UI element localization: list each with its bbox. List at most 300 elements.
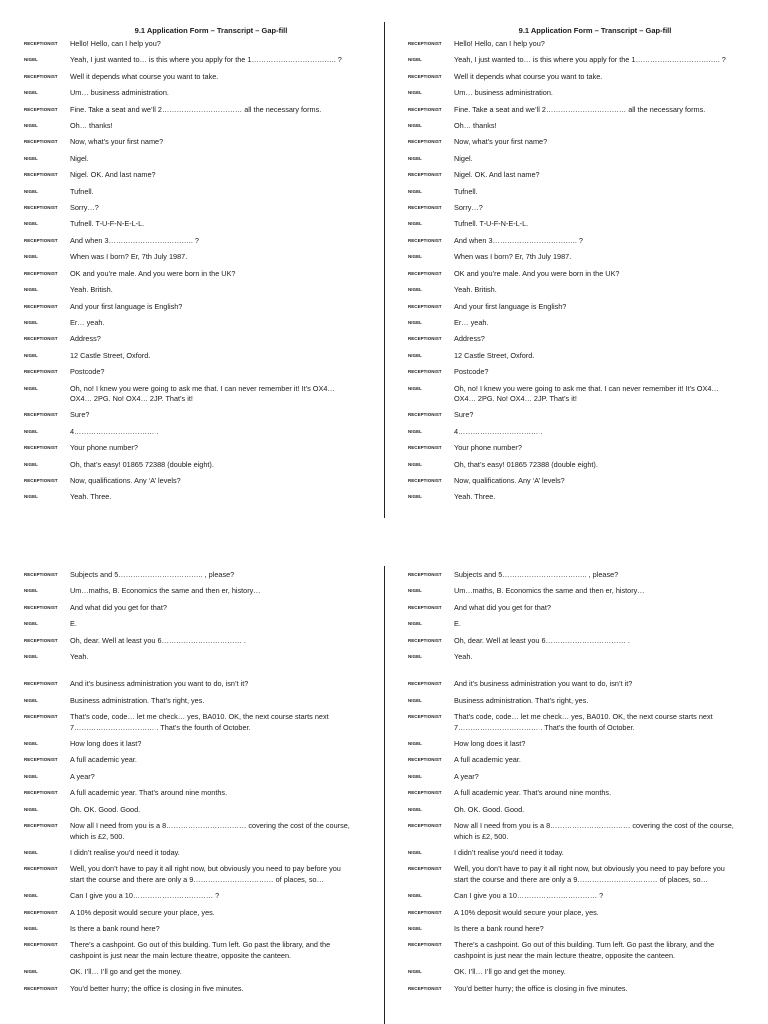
speaker-label: NIGEL [24,849,38,855]
transcript-line [408,334,768,344]
dialogue-text: Yeah. Three. [454,492,496,502]
dialogue-text: Fine. Take a seat and we’ll 2…………………………… all the necessary forms. [454,104,706,114]
speaker-label: NIGEL [24,773,38,779]
dialogue-text: I didn’t realise you’d need it today. [454,847,564,857]
transcript-line [408,967,768,977]
dialogue-text: A full academic year. [454,755,521,765]
transcript-line [408,285,768,295]
speaker-label: NIGEL [408,925,422,931]
transcript-line [408,72,768,82]
speaker-label: RECEPTIONIST [408,985,442,991]
transcript-line [408,137,768,147]
transcript-line [408,55,768,65]
dialogue-text: You’d better hurry; the office is closing in five minutes. [454,983,628,993]
transcript-line [24,154,384,164]
dialogue-text: There’s a cashpoint. Go out of this building. Turn left. Go past the library, and the cashpoint is just near the main lecture theatre, opposite the canteen. [454,940,715,960]
transcript-panel-bottom-right [408,570,768,1000]
dialogue-text: OK and you’re male. And you were born in the UK? [454,268,620,278]
dialogue-text: OK and you’re male. And you were born in the UK? [70,268,236,278]
speaker-label: NIGEL [408,697,422,703]
speaker-label: RECEPTIONIST [408,412,442,418]
dialogue-text: Tufnell. [454,186,478,196]
dialogue-text: Now, what’s your first name? [70,137,164,147]
dialogue-text: And your first language is English? [70,301,183,311]
dialogue-text: OK. I’ll… I’ll go and get the money. [70,967,182,977]
speaker-label: RECEPTIONIST [24,205,58,211]
speaker-label: NIGEL [408,969,422,975]
speaker-label: RECEPTIONIST [408,106,442,112]
speaker-label: RECEPTIONIST [24,681,58,687]
speaker-label: RECEPTIONIST [24,445,58,451]
transcript-line [408,891,768,901]
speaker-label: RECEPTIONIST [24,41,58,46]
transcript-line [408,236,768,246]
speaker-label: RECEPTIONIST [408,303,442,309]
speaker-label: RECEPTIONIST [24,477,58,483]
transcript-line [24,984,384,994]
transcript-line [408,848,768,858]
speaker-label: NIGEL [24,621,38,627]
transcript-line [24,39,384,49]
speaker-label: NIGEL [408,806,422,812]
transcript-line [24,410,384,420]
dialogue-text: Yeah, I just wanted to… is this where you apply for the 1…………………………….. ? [70,55,342,65]
transcript-line [408,39,768,49]
transcript-line [24,924,384,934]
transcript-line [24,586,384,596]
speaker-label: NIGEL [408,254,422,260]
dialogue-text: A full academic year. That’s around nine months. [70,788,228,798]
transcript-line [24,72,384,82]
page-title: 9.1 Application Form – Transcript – Gap-fill [518,26,672,35]
dialogue-text: When was I born? Er, 7th July 1987. [70,252,188,262]
speaker-label: NIGEL [24,969,38,975]
speaker-label: NIGEL [408,588,422,594]
dialogue-text: Address? [70,334,101,344]
speaker-label: RECEPTIONIST [24,336,58,342]
speaker-label: RECEPTIONIST [408,139,442,145]
dialogue-text: Well it depends what course you want to take. [454,71,603,81]
dialogue-text: Oh, dear. Well at least you 6…………………………… . [454,635,630,645]
dialogue-text: A year? [454,771,479,781]
dialogue-text: Now, what’s your first name? [454,137,548,147]
transcript-line [408,427,768,437]
speaker-label: NIGEL [408,621,422,627]
dialogue-text: Oh… thanks! [454,121,497,131]
dialogue-text: Now all I need from you is a 8…………………………… covering the cost of the course, which is £2, 500. [454,821,734,841]
transcript-line [24,137,384,147]
transcript-line [408,219,768,229]
speaker-label: RECEPTIONIST [408,270,442,276]
transcript-line [24,203,384,213]
speaker-label: RECEPTIONIST [408,477,442,483]
dialogue-text: Tufnell. T-U-F-N-E-L-L. [454,219,529,229]
speaker-label: NIGEL [24,123,38,129]
speaker-label: NIGEL [24,319,38,325]
speaker-label: RECEPTIONIST [24,106,58,112]
speaker-label: NIGEL [408,188,422,194]
transcript-line [24,492,384,502]
dialogue-text: Well it depends what course you want to take. [70,71,219,81]
speaker-label: RECEPTIONIST [24,909,58,915]
speaker-label: NIGEL [408,893,422,899]
dialogue-text: Um… business administration. [454,88,553,98]
transcript-line [408,805,768,815]
transcript-line [24,384,384,405]
transcript-panel-top-left [24,26,384,509]
dialogue-text: Address? [454,334,485,344]
speaker-label: NIGEL [408,461,422,467]
dialogue-text: Tufnell. T-U-F-N-E-L-L. [70,219,145,229]
transcript-line [408,410,768,420]
dialogue-text: Business administration. That’s right, yes. [454,695,589,705]
transcript-panel-bottom-left [24,570,384,1000]
transcript-line [408,603,768,613]
paragraph-gap [408,668,768,679]
dialogue-text: There’s a cashpoint. Go out of this building. Turn left. Go past the library, and the cashpoint is just near the main lecture theatre, opposite the canteen. [70,940,331,960]
dialogue-text: 12 Castle Street, Oxford. [70,350,151,360]
speaker-label: RECEPTIONIST [408,369,442,375]
dialogue-text: Sorry…? [70,203,99,213]
transcript-line [408,384,768,405]
speaker-label: RECEPTIONIST [24,237,58,243]
transcript-line [408,755,768,765]
transcript-line [408,908,768,918]
dialogue-text: Your phone number? [70,443,138,453]
dialogue-text: Sure? [70,410,90,420]
speaker-label: NIGEL [408,57,422,63]
dialogue-text: A full academic year. [70,755,137,765]
speaker-label: RECEPTIONIST [408,445,442,451]
speaker-label: NIGEL [408,773,422,779]
dialogue-text: Now, qualifications. Any ‘A’ levels? [454,475,565,485]
dialogue-text: And it’s business administration you want to do, isn’t it? [70,679,249,689]
speaker-label: NIGEL [408,123,422,129]
dialogue-text: Oh, dear. Well at least you 6…………………………… . [70,635,246,645]
dialogue-text: That’s code, code… let me check… yes, BA010. OK, the next course starts next 7…………………………… . That’s the fourth of October. [70,712,329,732]
speaker-label: RECEPTIONIST [408,909,442,915]
transcript-line [24,269,384,279]
dialogue-text: Postcode? [454,367,489,377]
speaker-label: NIGEL [408,221,422,227]
dialogue-text: A full academic year. That’s around nine months. [454,788,612,798]
speaker-label: RECEPTIONIST [408,73,442,79]
transcript-line [408,679,768,689]
speaker-label: RECEPTIONIST [24,369,58,375]
transcript-line [24,105,384,115]
dialogue-text: A 10% deposit would secure your place, yes. [454,907,599,917]
speaker-label: RECEPTIONIST [24,172,58,178]
dialogue-text: 4…………………………… . [454,426,543,436]
transcript-line [24,318,384,328]
transcript-line [408,88,768,98]
dialogue-text: Er… yeah. [454,317,489,327]
dialogue-text: Your phone number? [454,443,522,453]
dialogue-text: Yeah. [454,652,473,662]
dialogue-text: Fine. Take a seat and we’ll 2…………………………… all the necessary forms. [70,104,322,114]
dialogue-text: Business administration. That’s right, yes. [70,695,205,705]
transcript-line [24,570,384,580]
speaker-label: RECEPTIONIST [24,942,58,948]
dialogue-text: Oh, no! I knew you were going to ask me that. I can never remember it! It’s OX4… OX4… 2PG. No! OX4… 2JP. That’s it! [454,383,719,403]
transcript-line [408,739,768,749]
transcript-line [24,967,384,977]
transcript-line [408,460,768,470]
transcript-line [408,269,768,279]
speaker-label: NIGEL [24,588,38,594]
speaker-label: NIGEL [24,90,38,96]
transcript-line [24,940,384,961]
dialogue-text: Tufnell. [70,186,94,196]
dialogue-text: I didn’t realise you’d need it today. [70,847,180,857]
transcript-line [408,203,768,213]
dialogue-text: Oh. OK. Good. Good. [70,804,141,814]
dialogue-text: And your first language is English? [454,301,567,311]
dialogue-text: Oh. OK. Good. Good. [454,804,525,814]
transcript-panel-top-right [408,26,768,509]
speaker-label: RECEPTIONIST [24,270,58,276]
transcript-line [24,302,384,312]
speaker-label: RECEPTIONIST [24,790,58,796]
transcript-line [408,154,768,164]
speaker-label: RECEPTIONIST [408,205,442,211]
page-title: 9.1 Application Form – Transcript – Gap-fill [134,26,288,35]
speaker-label: NIGEL [408,494,422,500]
transcript-line [408,619,768,629]
speaker-label: NIGEL [24,155,38,161]
speaker-label: RECEPTIONIST [24,823,58,829]
dialogue-text: Subjects and 5…………………………….. , please? [454,570,619,579]
transcript-line [408,351,768,361]
dialogue-text: Well, you don’t have to pay it all right now, but obviously you need to pay before you start the course and there are only a 9…………………………… of places, so… [70,864,341,884]
speaker-label: NIGEL [24,254,38,260]
dialogue-text: Er… yeah. [70,317,105,327]
dialogue-text: Yeah. [70,652,89,662]
dialogue-text: Oh, no! I knew you were going to ask me that. I can never remember it! It’s OX4… OX4… 2PG. No! OX4… 2JP. That’s it! [70,383,335,403]
dialogue-text: Hello! Hello, can I help you? [70,39,161,48]
speaker-label: NIGEL [24,654,38,660]
transcript-line [24,679,384,689]
transcript-line [24,603,384,613]
speaker-label: RECEPTIONIST [408,637,442,643]
speaker-label: NIGEL [24,461,38,467]
transcript-line [408,821,768,842]
transcript-line [24,351,384,361]
transcript-line [24,619,384,629]
dialogue-text: And it’s business administration you want to do, isn’t it? [454,679,633,689]
transcript-line [24,821,384,842]
speaker-label: NIGEL [408,319,422,325]
dialogue-text: Oh, that’s easy! 01865 72388 (double eight). [454,459,598,469]
transcript-line [24,55,384,65]
column-divider-top [384,22,385,518]
speaker-label: NIGEL [24,188,38,194]
speaker-label: RECEPTIONIST [408,823,442,829]
dialogue-text: Subjects and 5…………………………….. , please? [70,570,235,579]
transcript-line [24,739,384,749]
speaker-label: NIGEL [24,925,38,931]
speaker-label: NIGEL [24,697,38,703]
transcript-line [408,586,768,596]
dialogue-text: E. [70,619,77,629]
speaker-label: NIGEL [24,287,38,293]
transcript-line [408,367,768,377]
transcript-line [24,219,384,229]
speaker-label: NIGEL [24,221,38,227]
dialogue-text: And what did you get for that? [454,602,551,612]
transcript-line [408,984,768,994]
transcript-line [408,302,768,312]
speaker-label: RECEPTIONIST [24,985,58,991]
speaker-label: RECEPTIONIST [408,41,442,46]
transcript-line [24,636,384,646]
speaker-label: RECEPTIONIST [408,681,442,687]
transcript-line [24,755,384,765]
transcript-line [408,252,768,262]
speaker-label: NIGEL [24,893,38,899]
transcript-line [24,443,384,453]
dialogue-text: A year? [70,771,95,781]
speaker-label: RECEPTIONIST [408,172,442,178]
speaker-label: NIGEL [24,385,38,391]
transcript-line [24,285,384,295]
speaker-label: RECEPTIONIST [24,572,58,577]
speaker-label: NIGEL [408,654,422,660]
speaker-label: NIGEL [408,90,422,96]
transcript-line [408,788,768,798]
transcript-line [24,88,384,98]
dialogue-text: Sorry…? [454,203,483,213]
transcript-line [24,891,384,901]
speaker-label: RECEPTIONIST [24,139,58,145]
speaker-label: NIGEL [408,155,422,161]
paragraph-gap [24,668,384,679]
dialogue-text: Well, you don’t have to pay it all right now, but obviously you need to pay before you start the course and there are only a 9…………………………… of places, so… [454,864,725,884]
dialogue-text: Um… business administration. [70,88,169,98]
dialogue-text: And what did you get for that? [70,602,167,612]
transcript-line [408,712,768,733]
dialogue-text: Now, qualifications. Any ‘A’ levels? [70,475,181,485]
speaker-label: RECEPTIONIST [408,572,442,577]
dialogue-text: How long does it last? [454,739,526,749]
dialogue-text: Yeah. Three. [70,492,112,502]
speaker-label: NIGEL [408,849,422,855]
transcript-line [408,696,768,706]
dialogue-text: And when 3…………………………….. ? [454,235,583,245]
dialogue-text: Nigel. [70,153,89,163]
transcript-line [24,236,384,246]
transcript-line [24,908,384,918]
transcript-line [408,570,768,580]
dialogue-text: That’s code, code… let me check… yes, BA010. OK, the next course starts next 7…………………………… . That’s the fourth of October. [454,712,713,732]
transcript-line [408,636,768,646]
speaker-label: RECEPTIONIST [408,714,442,720]
speaker-label: NIGEL [408,287,422,293]
speaker-label: NIGEL [408,385,422,391]
speaker-label: RECEPTIONIST [24,714,58,720]
dialogue-text: OK. I’ll… I’ll go and get the money. [454,967,566,977]
transcript-line [408,318,768,328]
dialogue-text: Nigel. OK. And last name? [70,170,156,180]
transcript-line [24,427,384,437]
transcript-line [24,460,384,470]
dialogue-text: Is there a bank round here? [70,923,160,933]
dialogue-text: Yeah, I just wanted to… is this where you apply for the 1…………………………….. ? [454,55,726,65]
transcript-line [24,696,384,706]
transcript-line [408,492,768,502]
speaker-label: RECEPTIONIST [24,73,58,79]
dialogue-text: Oh, that’s easy! 01865 72388 (double eight). [70,459,214,469]
speaker-label: NIGEL [24,428,38,434]
speaker-label: NIGEL [24,806,38,812]
transcript-line [408,443,768,453]
transcript-line [408,924,768,934]
transcript-line [24,805,384,815]
dialogue-text: Is there a bank round here? [454,923,544,933]
dialogue-text: E. [454,619,461,629]
speaker-label: RECEPTIONIST [408,757,442,763]
speaker-label: RECEPTIONIST [408,942,442,948]
dialogue-text: 4…………………………… . [70,426,159,436]
speaker-label: RECEPTIONIST [24,412,58,418]
transcript-line [24,367,384,377]
dialogue-text: Hello! Hello, can I help you? [454,39,545,48]
dialogue-text: And when 3…………………………….. ? [70,235,199,245]
transcript-line [408,121,768,131]
speaker-label: RECEPTIONIST [24,637,58,643]
transcript-line [408,772,768,782]
speaker-label: NIGEL [408,741,422,747]
dialogue-text: You’d better hurry; the office is closing in five minutes. [70,983,244,993]
transcript-line [408,105,768,115]
transcript-line [24,476,384,486]
speaker-label: RECEPTIONIST [408,790,442,796]
transcript-line [24,772,384,782]
speaker-label: RECEPTIONIST [408,866,442,872]
transcript-line [24,121,384,131]
dialogue-text: Yeah. British. [70,285,113,295]
dialogue-text: Um…maths, B. Economics the same and then er, history… [70,586,261,596]
speaker-label: RECEPTIONIST [408,237,442,243]
speaker-label: RECEPTIONIST [24,604,58,610]
speaker-label: RECEPTIONIST [408,604,442,610]
dialogue-text: Yeah. British. [454,285,497,295]
dialogue-text: Can I give you a 10…………………………… ? [70,891,220,901]
speaker-label: NIGEL [408,352,422,358]
speaker-label: NIGEL [24,741,38,747]
speaker-label: RECEPTIONIST [24,866,58,872]
transcript-line [24,652,384,662]
dialogue-text: When was I born? Er, 7th July 1987. [454,252,572,262]
transcript-line [24,848,384,858]
dialogue-text: Can I give you a 10…………………………… ? [454,891,604,901]
dialogue-text: Now all I need from you is a 8…………………………… covering the cost of the course, which is £2, 500. [70,821,350,841]
dialogue-text: Nigel. OK. And last name? [454,170,540,180]
transcript-line [408,187,768,197]
transcript-line [24,187,384,197]
dialogue-text: How long does it last? [70,739,142,749]
speaker-label: RECEPTIONIST [24,757,58,763]
transcript-line [24,334,384,344]
column-divider-bottom [384,566,385,1024]
dialogue-text: 12 Castle Street, Oxford. [454,350,535,360]
transcript-line [408,940,768,961]
transcript-line [24,788,384,798]
transcript-line [24,252,384,262]
transcript-line [408,476,768,486]
speaker-label: NIGEL [24,57,38,63]
transcript-line [24,864,384,885]
